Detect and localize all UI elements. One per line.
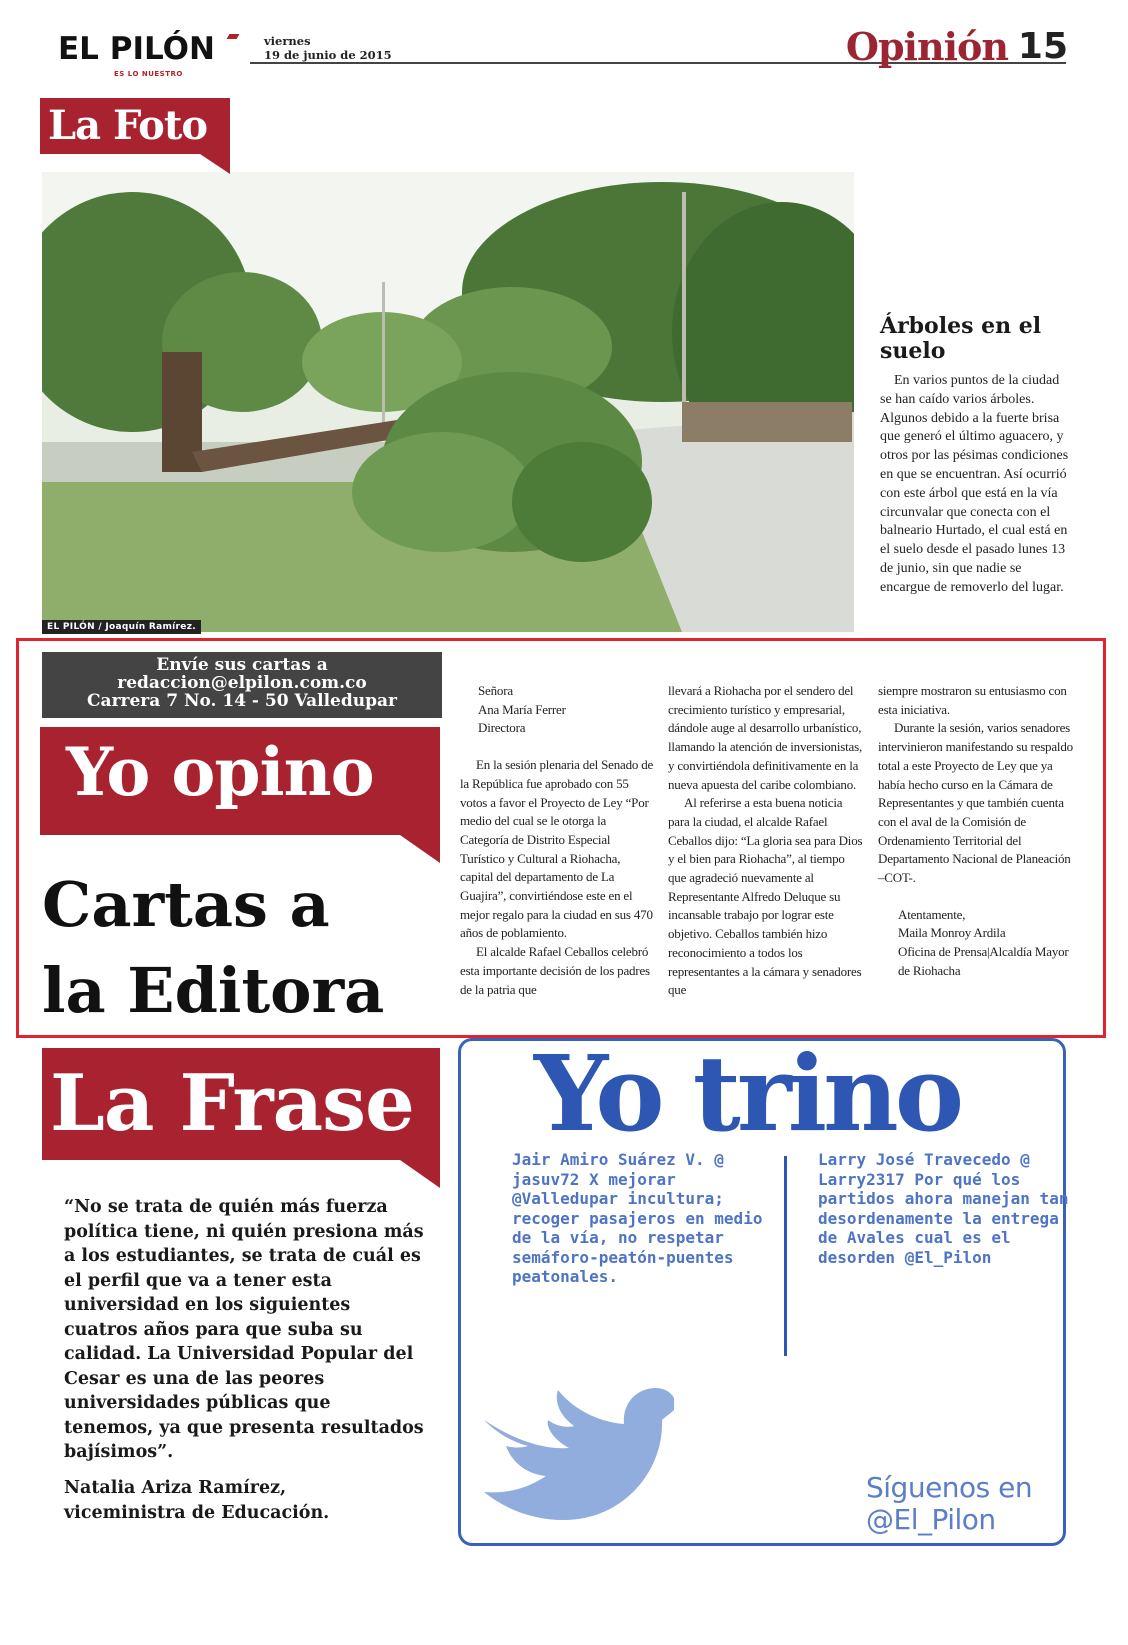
dateline — [264, 34, 392, 62]
yo-opino-banner-fold — [400, 835, 440, 863]
la-foto-banner: La Foto — [40, 98, 230, 154]
tweet-1: Jair Amiro Suárez V. @ jasuv72 X mejorar @Valledupar incultura; recoger pasajeros en medio de la vía, no respetar semáforo-peatón-puentes peatonales. — [512, 1150, 763, 1286]
letters-title-line1: Cartas a — [42, 868, 330, 941]
fallen-tree-illustration — [42, 172, 854, 632]
follow-us-handle: @El_Pilon — [866, 1503, 996, 1536]
caption-title: Árboles en el suelo — [880, 313, 1042, 364]
salutation-line: Señora — [478, 683, 513, 698]
signature-closing: Atentamente, — [898, 906, 966, 922]
letter-salutation — [460, 682, 656, 738]
logo-name: EL PILÓN — [58, 31, 215, 67]
letter-paragraph: En la sesión plenaria del Senado de la República fue aprobado con 55 votos a favor el Proyecto de Ley “Por medio del cual se le otorga la Categoría de Distrito Especial Turístico y Cultural a Riohacha, capital del departamento de La Guajira”, convirtiéndose este en el mejor regalo para la ciudad en sus 470 años de poblamiento. — [460, 757, 654, 941]
letter-paragraph: llevará a Riohacha por el sendero del crecimiento turístico y empresarial, dándole auge al desarrollo urbanístico, llamando la atención de inversionistas, y convirtiéndola definitivamente en la nueva apuesta del caribe colombiano. — [668, 683, 863, 792]
letter-paragraph: El alcalde Rafael Ceballos celebró esta importante decisión de los padres de la patria que — [460, 944, 650, 997]
quote-author-name: Natalia Ariza Ramírez, — [64, 1478, 287, 1498]
tweet-2: Larry José Travecedo @ Larry2317 Por qué los partidos ahora manejan tan desordenamente la entrega de Avales cual es el desorden @El_Pilon — [818, 1150, 1069, 1267]
signature-office: Oficina de Prensa|Alcaldía Mayor de Riohacha — [898, 944, 1069, 978]
letters-title — [42, 862, 442, 1034]
letter-paragraph: siempre mostraron su entusiasmo con esta iniciativa. — [878, 683, 1067, 717]
yo-opino-banner: Yo opino — [40, 727, 440, 835]
salutation-title: Directora — [478, 720, 526, 736]
follow-us-label: Síguenos en — [866, 1471, 1033, 1504]
send-letters-email: redaccion@elpilon.com.co — [117, 673, 367, 693]
letter-column-2 — [668, 682, 864, 1000]
photo-caption — [880, 314, 1070, 598]
send-letters-box — [42, 652, 442, 718]
quote-author — [64, 1476, 424, 1526]
caption-body: En varios puntos de la ciudad se han caído varios árboles. Algunos debido a la fuerte brisa que generó el último aguacero, y otros por las pésimas condiciones en que se encuentran. Así ocurrió con este árbol que está en la vía circunvalar que conecta con el balneario Hurtado, el cual está en el suelo desde el pasado lunes 13 de junio, sin que nadie se encargue de removerlo del lugar. — [880, 373, 1069, 595]
letter-signature — [878, 906, 1074, 981]
newspaper-logo — [58, 32, 248, 80]
page-number: 15 — [1017, 26, 1068, 67]
letter-column-1 — [460, 682, 656, 999]
letter-column-3 — [878, 682, 1074, 981]
quote-text: “No se trata de quién más fuerza política tiene, ni quién presiona más a los estudiantes, se trata de cuál es el perfil que va a tener esta universidad en los siguientes cuatros años para que suba su calidad. La Universidad Popular del Cesar es una de las peores universidades públicas que tenemos, ya que presenta resultados bajísimos”. — [64, 1197, 424, 1462]
letter-paragraph: Al referirse a esta buena noticia para la ciudad, el alcalde Rafael Ceballos dijo: “La gloria sea para Dios y el bien para Riohacha”, al tiempo que agradeció nuevamente al Representante Alfredo Deluque su incansable trabajo por lograr este objetivo. Ceballos también hizo reconocimiento a todos los representantes a la cámara y senadores que — [668, 795, 863, 998]
la-frase-banner-fold — [400, 1160, 440, 1188]
follow-us-text — [866, 1472, 1032, 1536]
la-frase-banner: La Frase — [42, 1048, 440, 1160]
logo-tagline: ES LO NUESTRO — [114, 70, 183, 78]
la-foto-banner-fold — [200, 154, 230, 174]
letters-title-line2: la Editora — [42, 954, 385, 1027]
tweet-divider — [784, 1156, 787, 1356]
fallen-tree-photo — [42, 172, 854, 632]
quote-author-title: viceministra de Educación. — [64, 1503, 330, 1523]
send-letters-address: Carrera 7 No. 14 - 50 Valledupar — [87, 691, 397, 711]
signature-name: Maila Monroy Ardila — [898, 925, 1006, 941]
dateline-day: viernes — [264, 34, 311, 48]
section-title: Opinión — [845, 24, 1008, 69]
dateline-date: 19 de junio de 2015 — [264, 48, 392, 62]
letter-paragraph: Durante la sesión, varios senadores intervinieron manifestando su respaldo total a este Proyecto de Ley que ya había hecho curso en la Cámara de Representantes y que también cuenta con el aval de la Comisión de Ordenamiento Territorial del Departamento Nacional de Planeación –COT-. — [878, 720, 1073, 886]
salutation-name: Ana María Ferrer — [478, 701, 566, 717]
send-letters-label: Envíe sus cartas a — [156, 655, 328, 675]
photo-credit: EL PILÓN / Joaquín Ramírez. — [42, 620, 201, 634]
twitter-bird-icon — [474, 1380, 674, 1534]
yo-trino-title: Yo trino — [534, 1032, 961, 1155]
